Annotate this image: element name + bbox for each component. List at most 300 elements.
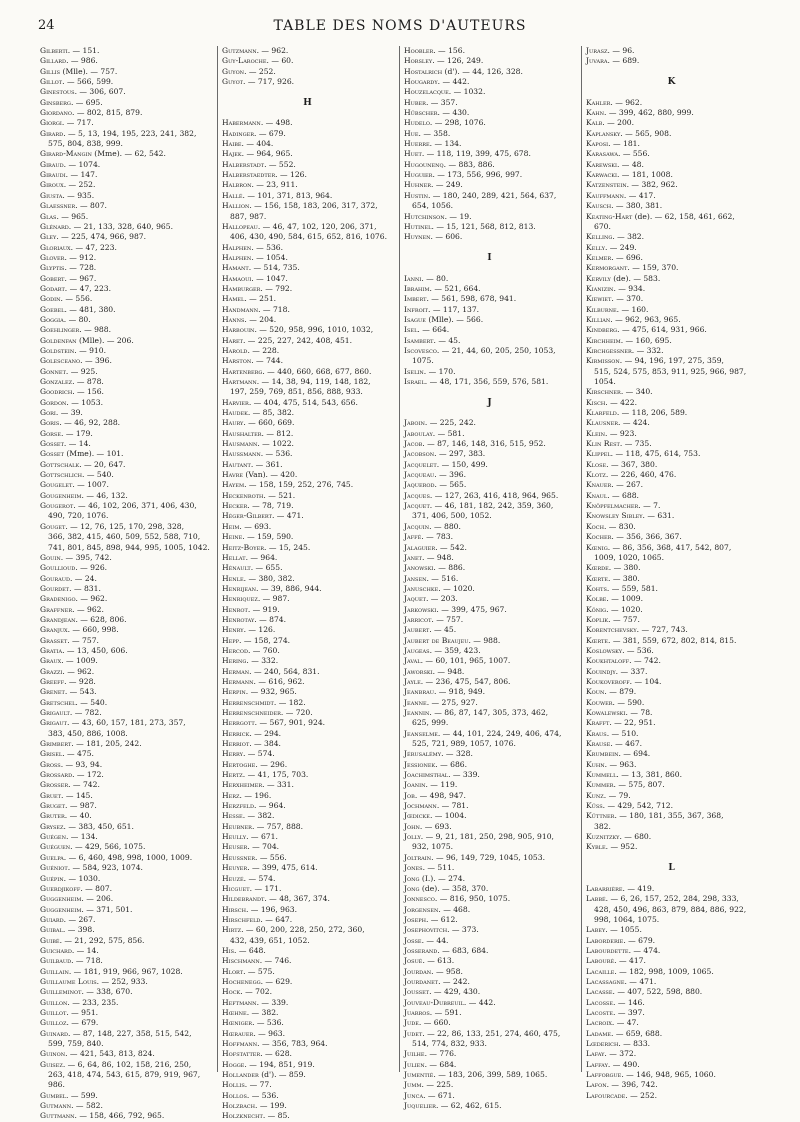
author-name: Girard [40, 128, 64, 138]
author-name: Hirtz [222, 925, 242, 935]
author-name: Guillaume Louis [40, 976, 97, 986]
author-name: Halbron [222, 180, 252, 190]
index-entry [586, 480, 757, 490]
author-name: Josephovitch [404, 925, 448, 935]
index-entry-continuation [222, 387, 393, 397]
section-spacer [222, 108, 393, 118]
page-refs: . — 225, 474, 966, 987. [56, 232, 147, 242]
index-entry [222, 543, 393, 553]
author-name: Heim [222, 521, 240, 531]
page-refs: 599, 759, 840. [48, 1039, 104, 1048]
page-refs: . — 150, 499. [436, 459, 488, 469]
author-name: Goebel [40, 304, 65, 314]
author-name: Lacaille [586, 966, 615, 976]
page-refs: . — 126. [243, 625, 276, 635]
index-entry [222, 594, 393, 604]
page-refs: . — 196, 963. [245, 904, 298, 914]
index-entry [40, 118, 211, 128]
index-entry-continuation [40, 532, 211, 542]
index-entry-continuation [404, 201, 575, 211]
author-name: Hutinel [404, 221, 432, 231]
page-refs: . — 78, 719. [247, 501, 294, 511]
author-name: Haudek [222, 408, 248, 418]
author-name: Hercod [222, 645, 248, 655]
page-refs: . — 80. [63, 314, 91, 324]
index-entry [586, 346, 757, 356]
section-letter: I [487, 252, 492, 263]
index-entry [222, 925, 393, 935]
index-entry [222, 677, 393, 687]
page-refs: . — 628, 806. [75, 614, 127, 624]
page-refs: . — 629. [260, 976, 293, 986]
page-refs: . — 574. [243, 873, 276, 883]
index-entry [404, 708, 575, 718]
index-entry [586, 574, 757, 584]
index-entry [586, 398, 757, 408]
index-entry [40, 718, 211, 728]
page-refs: . — 536. [622, 645, 654, 655]
author-name: Kilburne [586, 304, 617, 314]
index-entry [586, 108, 757, 118]
page-refs: . — 407, 522, 598, 880. [612, 987, 703, 997]
index-entry [404, 936, 575, 946]
page-refs: . — 679. [623, 935, 656, 945]
author-name: Haury [222, 418, 244, 428]
page-refs: . — 20, 647. [79, 459, 126, 469]
index-entry [40, 315, 211, 325]
index-entry [404, 460, 575, 470]
index-columns [40, 46, 764, 1121]
index-column-1 [40, 46, 211, 1121]
page-refs: . — 252. [244, 66, 276, 76]
index-entry [404, 367, 575, 377]
author-name: Hougardy [404, 77, 438, 87]
page-refs: . — 606. [430, 232, 463, 242]
page-refs: 514, 774, 832, 933. [412, 1039, 487, 1048]
author-name: Hamburger [222, 283, 261, 293]
author-name: Laborderie [586, 935, 624, 945]
page-refs: . — 118, 206, 589. [616, 408, 688, 418]
index-entry [586, 718, 757, 728]
page-refs: . — 380. [608, 573, 640, 583]
author-name: Klin Rest [586, 439, 620, 449]
author-name: Gilberti [40, 46, 68, 55]
index-entry [222, 170, 393, 180]
author-name: Herxheimer [222, 780, 263, 790]
author-name: Henrijean [222, 583, 257, 593]
author-name: Hischmann [222, 956, 260, 966]
author-name: Jaquet [404, 594, 426, 604]
index-entry [40, 936, 211, 946]
author-name: Hudelo [404, 118, 430, 128]
page-refs: . — 94, 196, 197, 275, 359, [619, 356, 724, 366]
author-name: Grysez [40, 821, 64, 831]
author-name: Guégen [40, 832, 66, 842]
index-entry [40, 1091, 211, 1101]
page-refs: . — 46, 132. [81, 490, 128, 500]
index-entry [586, 584, 757, 594]
page-refs: . — 181, 205, 242. [71, 739, 142, 749]
index-entry [40, 1008, 211, 1018]
author-name: Halphen [222, 252, 252, 262]
author-name: Haibe [222, 139, 242, 149]
page-refs: . — 757. [608, 614, 640, 624]
index-entry [40, 801, 211, 811]
index-entry [222, 842, 393, 852]
author-name: Küss [586, 801, 603, 811]
page-refs: . — 296. [255, 759, 288, 769]
index-entry [222, 956, 393, 966]
author-name: Guyon [222, 66, 245, 76]
author-name: Hœhne [222, 1007, 247, 1017]
index-entry [404, 1091, 575, 1101]
author-name: Jacquin [404, 521, 430, 531]
page-refs: . — 727, 743. [636, 625, 688, 635]
author-name: Keating-Hart [586, 211, 633, 221]
page-refs: . — 926. [75, 563, 108, 573]
author-name: Jurasz [586, 46, 608, 55]
index-entry [40, 698, 211, 708]
index-entry [222, 853, 393, 863]
page-refs: . — 47. [611, 1018, 639, 1028]
author-name: Kocher [586, 532, 612, 542]
page-refs: . — 39. [55, 408, 83, 418]
index-entry [40, 356, 211, 366]
author-name: Javal [404, 656, 421, 666]
author-name: Hœrauer [222, 1028, 254, 1038]
author-name: Gouin [40, 552, 61, 562]
page-refs: . — 987. [257, 594, 290, 604]
author-name: Huet [404, 149, 422, 159]
author-name: Gordon [40, 397, 67, 407]
index-entry [586, 543, 757, 553]
author-name: Hering [222, 656, 247, 666]
index-entry [40, 956, 211, 966]
index-entry [586, 511, 757, 521]
author-name: Karewski [586, 159, 617, 169]
author-name: Heftmann [222, 997, 257, 1007]
page-refs: . — 1053. [66, 397, 103, 407]
index-entry [222, 191, 393, 201]
author-name: Hock [222, 987, 241, 997]
page-refs: . — 15, 121, 568, 812, 813. [431, 221, 536, 231]
author-name: Gillis [40, 66, 61, 76]
author-name: Hogge [222, 1059, 245, 1069]
page-refs: . — 948. [422, 552, 454, 562]
page-refs: 525, 721, 989, 1057, 1076. [412, 739, 516, 749]
index-entry [40, 842, 211, 852]
author-name: Haret [222, 335, 243, 345]
author-name: Koukoveroff [586, 676, 630, 686]
author-name: Job [404, 790, 415, 800]
page-refs: . — 22, 951. [609, 718, 656, 728]
index-entry [222, 139, 393, 149]
author-name: Gorse [40, 428, 62, 438]
index-entry [40, 780, 211, 790]
author-name: Kiewiet [586, 294, 612, 304]
index-entry [222, 687, 393, 697]
author-name: Gruter [40, 811, 65, 821]
index-entry [40, 1049, 211, 1059]
author-name: Hœniger [222, 1018, 253, 1028]
page-refs: 986. [48, 1080, 65, 1090]
page-refs: . — 986. [66, 56, 98, 66]
page-refs: . — 952. [605, 842, 638, 852]
page-refs: . — 471. [271, 511, 304, 521]
page-refs: . — 693. [239, 521, 272, 531]
author-name: Joanin [404, 780, 426, 790]
author-name: Holzbach [222, 1101, 255, 1111]
index-entry [40, 584, 211, 594]
author-name: Huguier [404, 170, 433, 180]
index-entry [404, 729, 575, 739]
index-entry [404, 677, 575, 687]
page-refs: (Mlle). — 206. [76, 335, 134, 345]
author-name: Joltrain [404, 852, 432, 862]
index-entry [40, 243, 211, 253]
author-name: Halberstadt [222, 159, 265, 169]
index-entry [40, 408, 211, 418]
author-name: Glénard [40, 221, 69, 231]
author-name: Katzenstein [586, 180, 627, 190]
page-refs: 366, 382, 415, 460, 509, 552, 588, 710, [48, 532, 201, 542]
index-entry [404, 1060, 575, 1070]
index-entry [222, 636, 393, 646]
page-refs: (de). — 358, 370. [419, 883, 489, 893]
index-entry [222, 625, 393, 635]
index-entry [586, 253, 757, 263]
page-refs: . — 21, 133, 328, 640, 965. [68, 221, 173, 231]
index-entry [586, 460, 757, 470]
author-name: Guyot [222, 77, 244, 87]
page-refs: . — 912. [64, 252, 97, 262]
index-entry [586, 563, 757, 573]
index-entry [40, 87, 211, 97]
index-entry [40, 1029, 211, 1039]
index-entry [222, 987, 393, 997]
index-entry [404, 67, 575, 77]
index-entry [586, 1018, 757, 1028]
page-refs: . — 45. [429, 625, 457, 635]
author-name: Hecker [222, 501, 248, 511]
index-entry [586, 967, 757, 977]
page-refs: . — 242. [438, 976, 470, 986]
page-refs: . — 816, 950, 1075. [434, 894, 511, 904]
page-refs: . — 14, 38, 94, 119, 148, 182, [256, 377, 371, 386]
author-name: Kowalewski [586, 708, 626, 717]
page-refs: . — 660, 998. [67, 625, 119, 635]
index-entry [586, 801, 757, 811]
author-name: Kermorgant [586, 263, 628, 273]
page-refs: . — 370. [611, 294, 644, 304]
index-entry-continuation [40, 1039, 211, 1049]
index-entry [40, 667, 211, 677]
author-name: Guépin [40, 873, 64, 883]
index-entry [40, 480, 211, 490]
author-name: Jousset [404, 987, 430, 997]
index-entry [40, 646, 211, 656]
author-name: Kœrde [586, 563, 609, 573]
index-entry [586, 325, 757, 335]
index-entry [222, 201, 393, 211]
author-name: Gillot [40, 77, 63, 87]
page-refs: . — 119. [425, 780, 458, 790]
author-name: Giraud [40, 159, 64, 169]
page-refs: . — 15, 245. [264, 542, 311, 552]
index-entry [222, 56, 393, 66]
page-refs: . — 704. [247, 842, 280, 852]
index-entry [586, 894, 757, 904]
index-entry [586, 98, 757, 108]
author-name: Ladame [586, 1028, 612, 1038]
author-name: Hartmann [222, 377, 257, 386]
index-entry [586, 429, 757, 439]
page-refs: . — 536. [252, 1018, 284, 1028]
page-refs: . — 183, 206, 399, 589, 1065. [433, 1070, 548, 1080]
author-name: Houzelacque [404, 87, 449, 97]
page-refs: . — 158, 159, 252, 276, 745. [244, 480, 354, 490]
index-entry [404, 294, 575, 304]
index-entry [40, 377, 211, 387]
page-refs: . — 372. [604, 1049, 637, 1059]
page-refs: . — 694. [618, 749, 651, 759]
author-name: Kouwer [586, 697, 613, 707]
page-refs: . — 127, 263, 416, 418, 964, 965. [429, 490, 559, 500]
index-entry [222, 760, 393, 770]
author-name: Godart [40, 283, 65, 293]
author-name: Huynen [404, 232, 431, 242]
author-name: Joseph [404, 914, 426, 924]
author-name: Goehlinger [40, 325, 80, 335]
index-entry [404, 605, 575, 615]
author-name: Lacoste [586, 1007, 613, 1017]
page-refs: . — 267. [611, 480, 644, 490]
index-entry [586, 636, 757, 646]
author-name: Labey [586, 925, 606, 935]
author-name: Heully [222, 832, 247, 842]
author-name: Hertz [222, 770, 243, 780]
author-name: Hallé [222, 190, 243, 200]
index-entry [40, 656, 211, 666]
index-entry [404, 760, 575, 770]
author-name: Janowski [404, 563, 434, 573]
author-name: Hollis [222, 1080, 245, 1090]
page-refs: . — 399, 475, 967. [436, 604, 507, 614]
author-name: Kausch [586, 201, 612, 211]
author-name: Klose [586, 459, 607, 469]
index-entry-continuation [40, 1080, 211, 1090]
index-entry [40, 222, 211, 232]
author-name: Klarfeld [586, 408, 617, 418]
index-entry [586, 739, 757, 749]
author-name: Israel [404, 377, 425, 386]
index-entry [404, 832, 575, 842]
page-refs: . — 831. [69, 583, 101, 593]
index-entry [404, 439, 575, 449]
author-name: Gonnet [40, 366, 66, 376]
page-refs: . — 536. [260, 449, 293, 459]
index-entry [222, 160, 393, 170]
index-entry [586, 149, 757, 159]
author-name: Jalaguier [404, 542, 436, 552]
page-refs: . — 358. [418, 128, 451, 138]
index-entry [222, 563, 393, 573]
index-entry [222, 149, 393, 159]
author-name: Jacquelet [404, 459, 437, 469]
page-refs: . — 490. [607, 1059, 640, 1069]
page-refs: . — 965. [56, 211, 89, 221]
page-refs: 406, 430, 490, 584, 615, 652, 816, 1076. [230, 232, 387, 242]
page-refs: . — 181. [608, 139, 640, 149]
author-name: Jude [404, 1018, 419, 1028]
author-name: Grimbert [40, 739, 72, 749]
index-entry [404, 811, 575, 821]
author-name: Jochmann [404, 801, 437, 811]
index-entry-continuation [404, 842, 575, 852]
author-name: Hochenegg [222, 976, 261, 986]
page-refs: . — 536. [246, 1090, 279, 1100]
page-refs: 670. [594, 221, 611, 231]
page-refs: . — 199. [255, 1101, 287, 1111]
index-entry [222, 418, 393, 428]
index-entry [586, 418, 757, 428]
author-name: Goldstein [40, 345, 75, 355]
index-entry [40, 501, 211, 511]
index-entry [40, 263, 211, 273]
author-name: Goldenfan [40, 335, 77, 345]
page-refs: (d'). — 859. [258, 1070, 306, 1080]
page-refs: . — 962. [256, 46, 289, 55]
author-name: König [586, 604, 607, 614]
page-refs: . — 196. [239, 790, 272, 800]
index-entry [40, 708, 211, 718]
index-entry [404, 522, 575, 532]
author-name: Guillot [40, 1007, 67, 1017]
author-name: Henriquez [222, 594, 258, 604]
index-entry [586, 1039, 757, 1049]
index-entry [404, 305, 575, 315]
author-name: Hugounenq [404, 159, 444, 169]
author-name: Lacosse [586, 997, 613, 1007]
index-entry [404, 336, 575, 346]
page-refs: . — 542. [435, 542, 467, 552]
index-entry [40, 853, 211, 863]
index-entry [404, 480, 575, 490]
author-name: Jarricot [404, 614, 432, 624]
author-name: Huhner [404, 180, 431, 190]
page-refs: . — 510. [606, 728, 639, 738]
index-entry [40, 325, 211, 335]
author-name: Grasset [40, 635, 68, 645]
page-refs: . — 1022. [257, 439, 294, 449]
author-name: Heussner [222, 852, 256, 862]
page-refs: . — 660. [418, 1018, 451, 1028]
index-entry [40, 67, 211, 77]
author-name: Gosset [40, 449, 64, 459]
page-refs: . — 923. [605, 428, 637, 438]
page-refs: . — 988. [79, 325, 112, 335]
index-entry [404, 1080, 575, 1090]
index-entry [222, 336, 393, 346]
page-refs: . — 963. [253, 1028, 286, 1038]
page-refs: . — 5, 13, 194, 195, 223, 241, 382, [63, 128, 197, 138]
page-refs: 515, 524, 575, 853, 911, 925, 966, 987, [594, 366, 747, 376]
page-refs: . — 781. [436, 801, 469, 811]
page-refs: . — 556. [60, 294, 93, 304]
index-entry [404, 284, 575, 294]
index-column-2 [222, 46, 393, 1121]
index-entry [40, 180, 211, 190]
